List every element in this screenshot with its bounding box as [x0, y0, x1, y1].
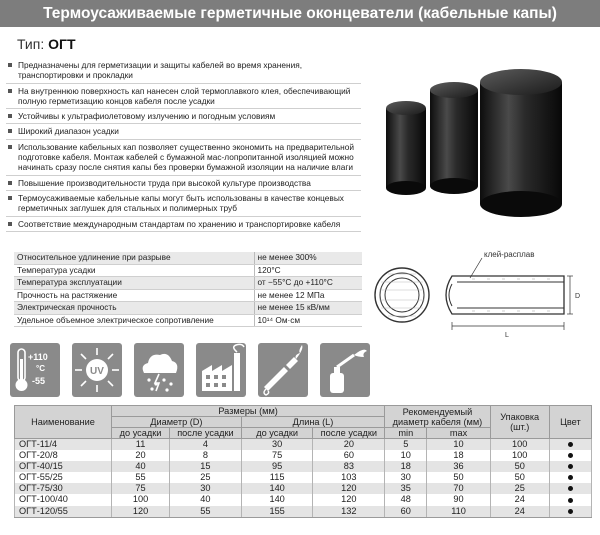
- cap-large: [480, 69, 562, 217]
- cable-min: 10: [385, 450, 427, 461]
- specs-table: [14, 252, 362, 327]
- type-line: [17, 36, 76, 52]
- diameter-label: D: [575, 293, 581, 300]
- d-before: 11: [112, 439, 170, 451]
- spec-row: [14, 289, 362, 302]
- product-photo: [372, 62, 592, 227]
- spec-name: Температура усадки: [14, 264, 254, 277]
- l-after: 20: [313, 439, 385, 451]
- product-name: ОГТ-11/4: [15, 439, 112, 451]
- l-after: 120: [313, 483, 385, 494]
- col-name-header: Наименование: [15, 406, 112, 439]
- pack-qty: 24: [490, 494, 549, 505]
- feature-item: Предназначены для герметизации и защиты кабелей во время хранения, транспортировки и прокладки: [6, 58, 361, 84]
- product-name: ОГТ-75/30: [15, 483, 112, 494]
- col-diameter-header: Диаметр (D): [112, 417, 242, 428]
- l-before: 115: [241, 472, 313, 483]
- pack-qty: 50: [490, 461, 549, 472]
- spec-value: 120°С: [254, 264, 362, 277]
- d-after: 15: [170, 461, 242, 472]
- d-before: 100: [112, 494, 170, 505]
- feature-item: На внутреннюю поверхность кап нанесен слой термоплавкого клея, обеспечивающий полную герметизацию концов кабеля после усадки: [6, 84, 361, 110]
- temperature-top: +110: [28, 352, 48, 362]
- color-cell: [549, 450, 591, 461]
- spec-row: [14, 277, 362, 290]
- color-cell: [549, 494, 591, 505]
- d-after: 8: [170, 450, 242, 461]
- cable-min: 18: [385, 461, 427, 472]
- spec-name: Температура эксплуатации: [14, 277, 254, 290]
- l-before: 155: [241, 506, 313, 518]
- features-list: [6, 58, 361, 232]
- color-cell: [549, 461, 591, 472]
- pack-qty: 50: [490, 472, 549, 483]
- product-name: ОГТ-40/15: [15, 461, 112, 472]
- color-cell: [549, 439, 591, 451]
- spec-name: Электрическая прочность: [14, 302, 254, 315]
- col-length-header: Длина (L): [241, 417, 384, 428]
- glue-label: клей-расплав: [484, 250, 535, 259]
- col-max-header: max: [427, 428, 490, 439]
- d-after: 40: [170, 494, 242, 505]
- page-title: Термоусаживаемые герметичные оконцеватели (кабельные капы): [43, 5, 557, 22]
- table-row: [15, 483, 592, 494]
- cable-max: 10: [427, 439, 490, 451]
- cross-section-view: [375, 268, 429, 322]
- col-d-after-header: после усадки: [170, 428, 242, 439]
- products-table: [14, 405, 592, 518]
- d-after: 30: [170, 483, 242, 494]
- feature-item: Повышение производительности труда при высокой культуре производства: [6, 176, 361, 191]
- cap-small: [386, 101, 426, 195]
- cable-min: 5: [385, 439, 427, 451]
- l-after: 120: [313, 494, 385, 505]
- spec-value: 10¹⁴ Ом·см: [254, 314, 362, 327]
- spec-value: не менее 300%: [254, 252, 362, 264]
- color-swatch: [568, 509, 573, 514]
- cable-max: 110: [427, 506, 490, 518]
- color-cell: [549, 483, 591, 494]
- d-before: 40: [112, 461, 170, 472]
- product-name: ОГТ-20/8: [15, 450, 112, 461]
- temperature-unit: °С: [36, 364, 45, 373]
- d-after: 25: [170, 472, 242, 483]
- d-before: 120: [112, 506, 170, 518]
- table-row: [15, 461, 592, 472]
- feature-item: Термоусаживаемые кабельные капы могут быть использованы в качестве концевых герметичных заглушек для стальных и полимерных труб: [6, 191, 361, 217]
- spec-row: [14, 264, 362, 277]
- pack-qty: 100: [490, 450, 549, 461]
- color-swatch: [568, 464, 573, 469]
- length-label: L: [505, 332, 509, 339]
- spec-value: не менее 15 кВ/мм: [254, 302, 362, 315]
- cable-max: 36: [427, 461, 490, 472]
- temperature-icon: [10, 343, 60, 397]
- temperature-bottom: -55: [32, 376, 46, 386]
- spec-row: [14, 252, 362, 264]
- l-after: 132: [313, 506, 385, 518]
- l-before: 140: [241, 494, 313, 505]
- pack-qty: 24: [490, 506, 549, 518]
- heat-gun-icon: [258, 343, 308, 397]
- color-cell: [549, 472, 591, 483]
- uv-icon: [72, 343, 122, 397]
- l-after: 103: [313, 472, 385, 483]
- cable-max: 90: [427, 494, 490, 505]
- torch-icon: [320, 343, 370, 397]
- spec-name: Удельное объемное электрическое сопротивление: [14, 314, 254, 327]
- l-before: 75: [241, 450, 313, 461]
- table-row: [15, 472, 592, 483]
- l-after: 83: [313, 461, 385, 472]
- l-before: 95: [241, 461, 313, 472]
- page-header: [0, 0, 600, 27]
- spec-name: Относительное удлинение при разрыве: [14, 252, 254, 264]
- feature-item: Использование кабельных кап позволяет существенно экономить на предварительной подготовке кабеля. Монтаж кабелей с бумажной мас-лопропитанной изоляцией можно начинать сразу после снятия капы без проверки бумажной изоляции на наличие влаги: [6, 140, 361, 176]
- uv-label: UV: [90, 366, 104, 377]
- technical-drawing: [372, 240, 592, 340]
- l-before: 140: [241, 483, 313, 494]
- col-l-before-header: до усадки: [241, 428, 313, 439]
- cable-min: 30: [385, 472, 427, 483]
- type-value: ОГТ: [48, 36, 76, 52]
- col-pack-header: Упаковка (шт.): [490, 406, 549, 439]
- feature-item: Устойчивы к ультрафиолетовому излучению и погодным условиям: [6, 109, 361, 124]
- table-row: [15, 450, 592, 461]
- d-before: 75: [112, 483, 170, 494]
- spec-row: [14, 314, 362, 327]
- color-swatch: [568, 475, 573, 480]
- l-before: 30: [241, 439, 313, 451]
- col-d-before-header: до усадки: [112, 428, 170, 439]
- spec-row: [14, 302, 362, 315]
- d-before: 20: [112, 450, 170, 461]
- cable-min: 48: [385, 494, 427, 505]
- product-name: ОГТ-55/25: [15, 472, 112, 483]
- product-name: ОГТ-100/40: [15, 494, 112, 505]
- col-dimensions-header: Размеры (мм): [112, 406, 385, 417]
- table-row: [15, 439, 592, 451]
- cable-max: 70: [427, 483, 490, 494]
- d-after: 55: [170, 506, 242, 518]
- d-before: 55: [112, 472, 170, 483]
- pack-qty: 100: [490, 439, 549, 451]
- spec-value: не менее 12 МПа: [254, 289, 362, 302]
- color-swatch: [568, 486, 573, 491]
- spec-value: от −55°С до +110°С: [254, 277, 362, 290]
- cable-min: 35: [385, 483, 427, 494]
- col-l-after-header: после усадки: [313, 428, 385, 439]
- l-after: 60: [313, 450, 385, 461]
- col-color-header: Цвет: [549, 406, 591, 439]
- product-name: ОГТ-120/55: [15, 506, 112, 518]
- factory-icon: [196, 343, 246, 397]
- weather-icon: [134, 343, 184, 397]
- cable-max: 50: [427, 472, 490, 483]
- cap-medium: [430, 82, 478, 194]
- color-swatch: [568, 453, 573, 458]
- feature-item: Соответствие международным стандартам по хранению и транспортировке кабеля: [6, 217, 361, 232]
- side-view: [446, 258, 573, 330]
- table-header-row: [15, 406, 592, 417]
- color-cell: [549, 506, 591, 518]
- table-row: [15, 506, 592, 518]
- col-min-header: min: [385, 428, 427, 439]
- feature-icons: [10, 343, 370, 401]
- table-row: [15, 494, 592, 505]
- type-label: Тип:: [17, 36, 45, 52]
- cable-max: 18: [427, 450, 490, 461]
- color-swatch: [568, 442, 573, 447]
- col-recommended-header: Рекомендуемый диаметр кабеля (мм): [385, 406, 490, 428]
- feature-item: Широкий диапазон усадки: [6, 124, 361, 139]
- pack-qty: 25: [490, 483, 549, 494]
- d-after: 4: [170, 439, 242, 451]
- spec-name: Прочность на растяжение: [14, 289, 254, 302]
- cable-min: 60: [385, 506, 427, 518]
- color-swatch: [568, 498, 573, 503]
